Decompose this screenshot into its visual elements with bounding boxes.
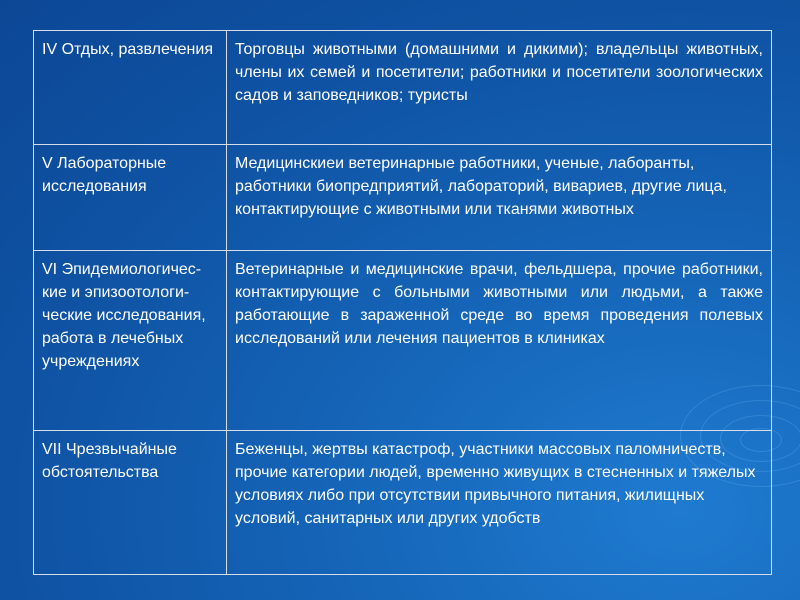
- category-cell: VII Чрезвычайные обстоятельства: [34, 431, 227, 575]
- description-cell: Торговцы животными (домашними и дикими); владельцы животных, члены их семей и посетители; работники и посетители зоологических садов и заповедников; туристы: [227, 31, 772, 145]
- exposure-groups-table: [33, 30, 772, 575]
- category-cell: V Лабораторные исследования: [34, 145, 227, 251]
- category-cell: VI Эпидемиологичес-кие и эпизоотологи-ческие исследования, работа в лечебных учреждениях: [34, 251, 227, 431]
- description-cell: Беженцы, жертвы катастроф, участники массовых паломничеств, прочие категории людей, временно живущих в стесненных и тяжелых условиях либо при отсутствии привычного питания, жилищных условий, санитарных или других удобств: [227, 431, 772, 575]
- description-cell: Ветеринарные и медицинские врачи, фельдшера, прочие работники, контактирующие с больными животными или людьми, а также работающие в зараженной среде во время проведения полевых исследований или лечения пациентов в клиниках: [227, 251, 772, 431]
- table-row: [34, 31, 772, 145]
- table-row: [34, 145, 772, 251]
- category-cell: IV Отдых, развлечения: [34, 31, 227, 145]
- table-row: [34, 251, 772, 431]
- table-row: [34, 431, 772, 575]
- description-cell: Медицинскиеи ветеринарные работники, ученые, лаборанты, работники биопредприятий, лабораторий, вивариев, другие лица, контактирующие с животными или тканями животных: [227, 145, 772, 251]
